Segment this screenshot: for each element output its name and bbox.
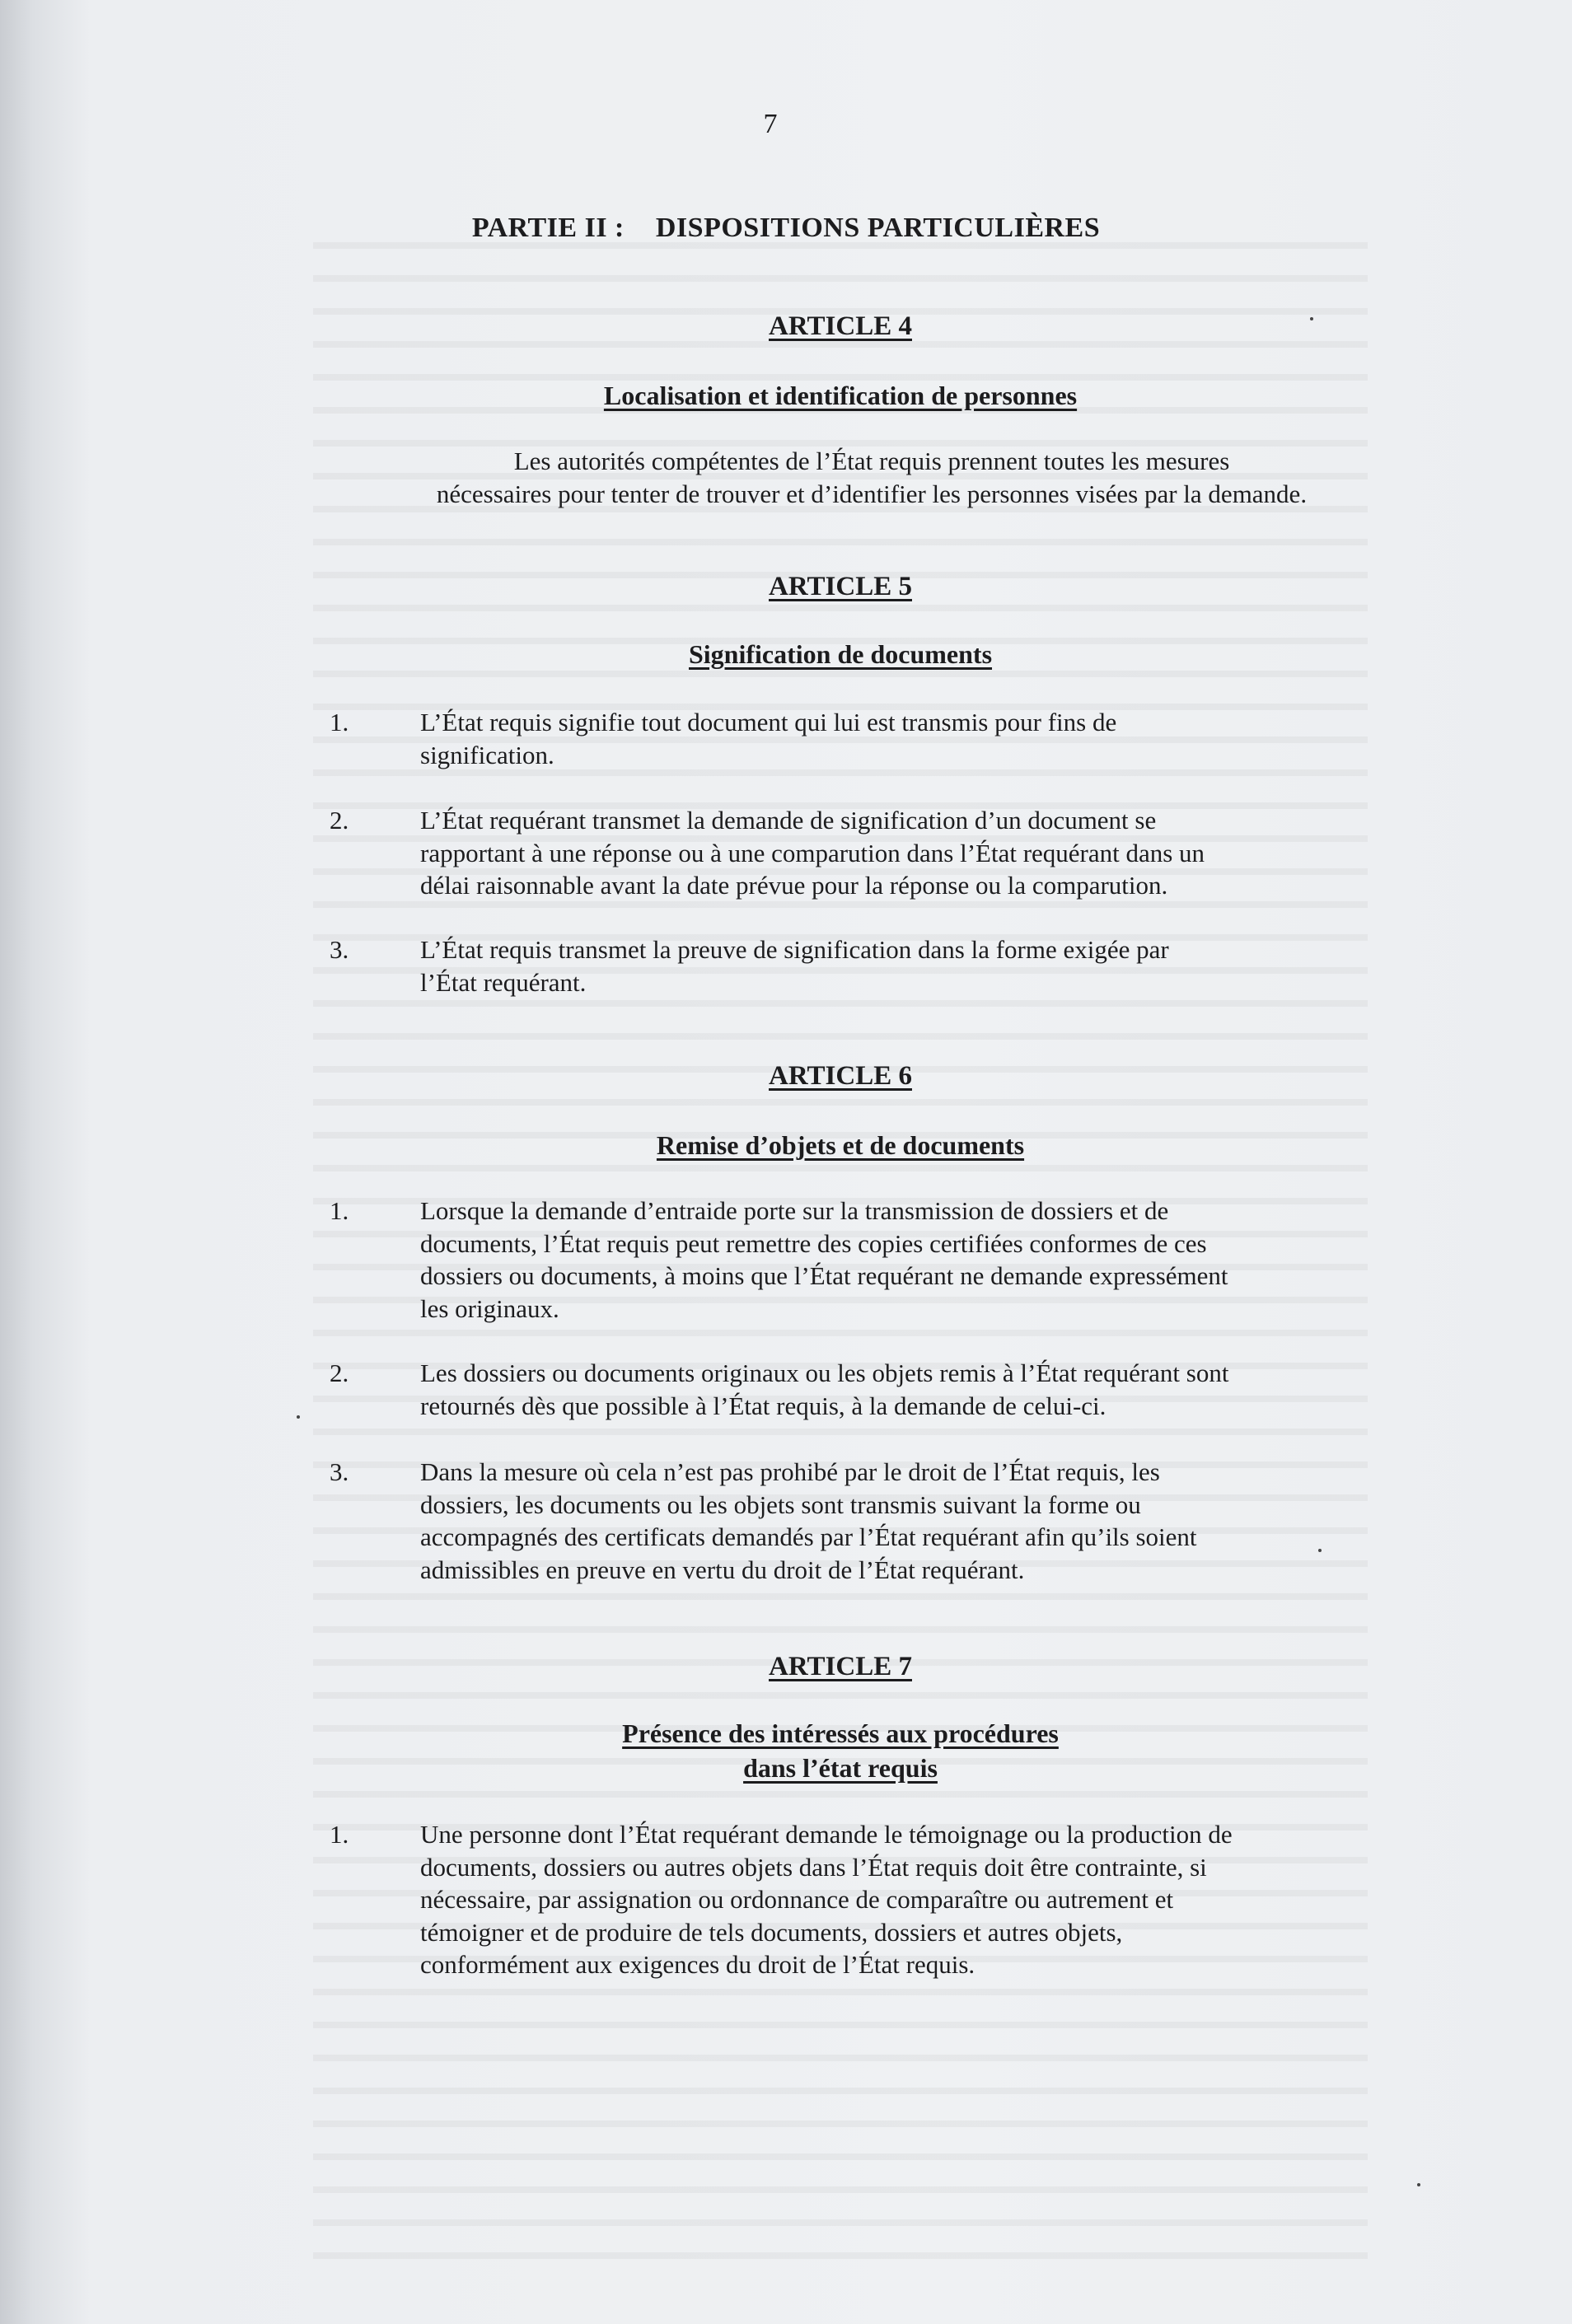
text-line: Dans la mesure où cela n’est pas prohibé par le droit de l’État requis, les	[420, 1457, 1160, 1486]
scan-speck	[1318, 1549, 1322, 1552]
article-7-subtitle-line-1: Présence des intéressés aux procédures	[622, 1718, 1059, 1748]
text-line: Lorsque la demande d’entraide porte sur la transmission de dossiers et de	[420, 1196, 1169, 1225]
article-6-item-2-text	[420, 1357, 1359, 1422]
scan-speck	[1310, 317, 1313, 320]
text-line: conformément aux exigences du droit de l’État requis.	[420, 1950, 975, 1979]
text-line: admissibles en preuve en vertu du droit de l’État requérant.	[420, 1555, 1025, 1584]
text-line: rapportant à une réponse ou à une comparution dans l’État requérant dans un	[420, 838, 1205, 867]
text-line: accompagnés des certificats demandés par l’État requérant afin qu’ils soient	[420, 1522, 1197, 1551]
article-4-subtitle: Localisation et identification de personnes	[603, 381, 1078, 410]
article-5-item-2-text	[420, 804, 1359, 902]
article-4-title: ARTICLE 4	[769, 311, 912, 341]
text-line: L’État requérant transmet la demande de signification d’un document se	[420, 806, 1157, 835]
article-5-item-1-number: 1.	[330, 708, 349, 736]
part-label: PARTIE II :	[471, 213, 625, 243]
text-line: délai raisonnable avant la date prévue pour la réponse ou la comparution.	[420, 871, 1168, 900]
article-6-item-3-number: 3.	[330, 1457, 349, 1486]
article-4-line-1: Les autorités compétentes de l’État requis prennent toutes les mesures	[513, 447, 1230, 475]
article-7-title: ARTICLE 7	[769, 1652, 912, 1681]
article-7-item-1-number: 1.	[330, 1820, 349, 1849]
text-line: signification.	[420, 740, 554, 769]
article-6-item-1-text	[420, 1195, 1359, 1325]
text-line: documents, l’État requis peut remettre des copies certifiées conformes de ces	[420, 1228, 1207, 1258]
text-line: dossiers, les documents ou les objets sont transmis suivant la forme ou	[420, 1489, 1141, 1519]
scan-speck	[297, 1415, 300, 1419]
article-6-subtitle: Remise d’objets et de documents	[656, 1130, 1025, 1160]
part-title: DISPOSITIONS PARTICULIÈRES	[655, 213, 1101, 243]
page-number: 7	[763, 109, 778, 139]
article-5-item-2-number: 2.	[330, 806, 349, 835]
text-line: nécessaire, par assignation ou ordonnance de comparaître ou autrement et	[420, 1885, 1174, 1914]
article-5-title: ARTICLE 5	[769, 572, 912, 601]
article-4-line-2: nécessaires pour tenter de trouver et d’identifier les personnes visées par la demande.	[436, 479, 1308, 508]
text-line: l’État requérant.	[420, 967, 587, 997]
article-6-title: ARTICLE 6	[769, 1061, 912, 1091]
text-line: L’État requis signifie tout document qui lui est transmis pour fins de	[420, 708, 1117, 736]
text-line: Une personne dont l’État requérant demande le témoignage ou la production de	[420, 1820, 1233, 1849]
text-line: témoigner et de produire de tels documents, dossiers et autres objets,	[420, 1917, 1123, 1947]
article-5-item-3-number: 3.	[330, 935, 349, 964]
scan-speck	[1417, 2183, 1420, 2186]
article-6-item-3-text	[420, 1456, 1359, 1586]
article-5-item-3-text	[420, 933, 1359, 998]
article-5-item-1-text	[420, 706, 1359, 771]
text-line: retournés dès que possible à l’État requis, à la demande de celui-ci.	[420, 1391, 1106, 1420]
text-line: les originaux.	[420, 1293, 559, 1323]
text-line: dossiers ou documents, à moins que l’État requérant ne demande expressément	[420, 1261, 1228, 1290]
article-6-item-1-number: 1.	[330, 1196, 349, 1225]
text-line: documents, dossiers ou autres objets dans l’État requis doit être contrainte, si	[420, 1852, 1207, 1882]
text-line: L’État requis transmet la preuve de signification dans la forme exigée par	[420, 935, 1169, 964]
text-line: Les dossiers ou documents originaux ou les objets remis à l’État requérant sont	[420, 1358, 1229, 1387]
article-7-subtitle-line-2: dans l’état requis	[743, 1753, 938, 1783]
article-7-item-1-text	[420, 1818, 1359, 1981]
part-heading	[0, 213, 1572, 244]
article-5-subtitle: Signification de documents	[688, 639, 993, 669]
article-6-item-2-number: 2.	[330, 1358, 349, 1387]
